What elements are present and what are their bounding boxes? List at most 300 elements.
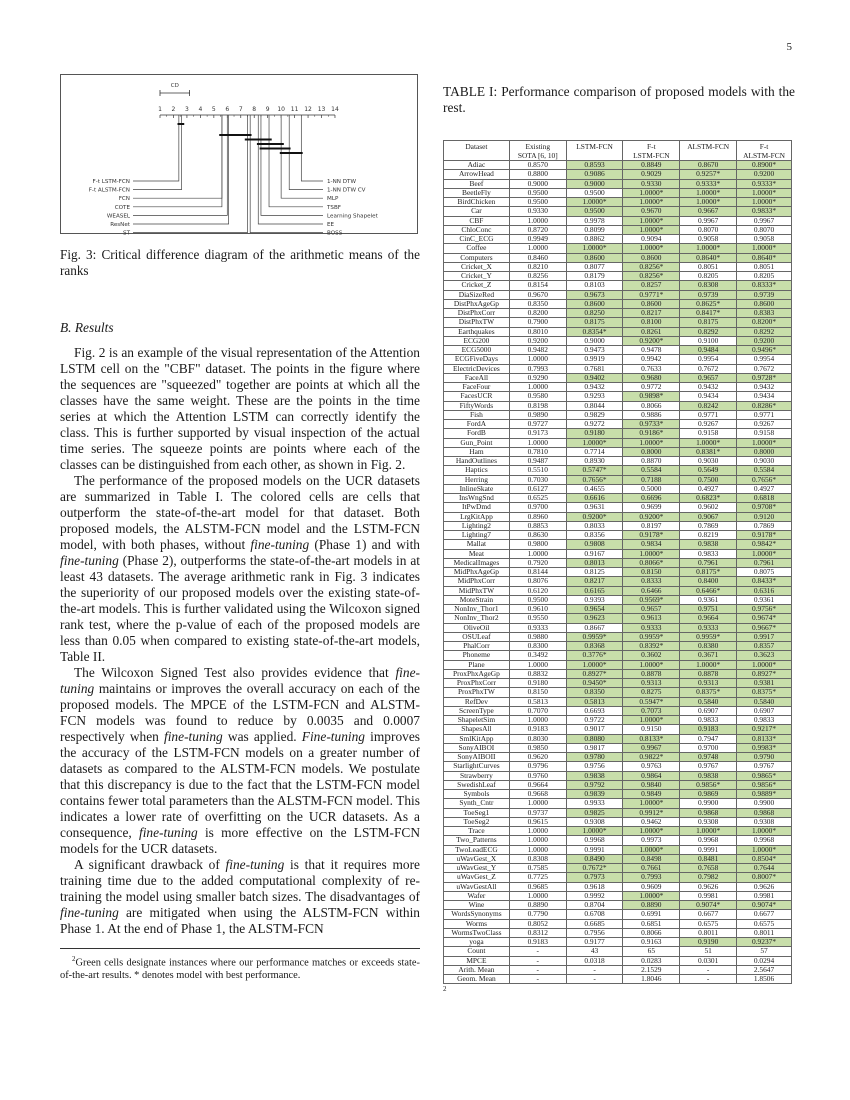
score-cell: 0.9850 — [509, 743, 566, 752]
svg-text:3: 3 — [185, 106, 189, 113]
score-cell: 0.9333* — [680, 179, 737, 188]
score-cell: 0.7993 — [509, 364, 566, 373]
score-cell: 0.9067 — [680, 512, 737, 521]
score-cell: 1.0000* — [680, 198, 737, 207]
svg-text:TSBF: TSBF — [327, 204, 342, 211]
score-cell: 1.0000 — [509, 799, 566, 808]
score-cell: 0.9771 — [680, 410, 737, 419]
score-cell: 0.9217* — [737, 725, 792, 734]
table-row — [444, 642, 792, 651]
score-cell: 0.9700 — [680, 743, 737, 752]
score-cell: 0.8011 — [680, 928, 737, 937]
dataset-name: Fish — [444, 410, 510, 419]
dataset-name: uWavGest_X — [444, 854, 510, 863]
score-cell: 0.9496* — [737, 346, 792, 355]
svg-text:2: 2 — [171, 106, 176, 113]
score-cell: 0.9631 — [566, 503, 623, 512]
score-cell: 1.0000* — [680, 438, 737, 447]
score-cell: - — [566, 965, 623, 974]
score-cell: 0.8033 — [566, 521, 623, 530]
table-row — [444, 660, 792, 669]
dataset-name: Cricket_Y — [444, 272, 510, 281]
svg-text:14: 14 — [331, 106, 339, 113]
paragraph-1: Fig. 2 is an example of the visual representation of the Attention LSTM cell on the "CBF" dataset. The points in the figure where the sequences are "squeezed" together are points at which all the classes have the same weight. These are the points in the time series at which the Attention LSTM can correctly identify the class. This is further supported by visual inspection of the actual time series. The squeeze points are points where each of the classes can be distinguished from each other, as shown in Fig. 2. — [60, 345, 420, 472]
score-cell: 0.7672* — [566, 864, 623, 873]
score-cell: 0.8150 — [509, 688, 566, 697]
score-cell: 0.9200 — [509, 336, 566, 345]
score-cell: 1.0000 — [509, 836, 566, 845]
score-cell: 1.0000* — [623, 660, 680, 669]
score-cell: 0.7920 — [509, 558, 566, 567]
score-cell: 0.9272 — [566, 420, 623, 429]
dataset-name: ECG200 — [444, 336, 510, 345]
score-cell: 0.5840 — [680, 697, 737, 706]
score-cell: 0.9933 — [566, 799, 623, 808]
score-cell: 0.9058 — [680, 235, 737, 244]
svg-text:COTE: COTE — [114, 204, 130, 211]
dataset-name: TwoLeadECG — [444, 845, 510, 854]
score-cell: 0.8100 — [623, 318, 680, 327]
score-cell: 0.9432 — [566, 383, 623, 392]
dataset-name: uWavGest_Y — [444, 864, 510, 873]
dataset-name: Gun_Point — [444, 438, 510, 447]
score-cell: 0.7656* — [737, 475, 792, 484]
score-cell: 0.7961 — [680, 558, 737, 567]
table-row — [444, 327, 792, 336]
score-cell: 0.9618 — [566, 882, 623, 891]
score-cell: 0.9626 — [680, 882, 737, 891]
dataset-name: Coffee — [444, 244, 510, 253]
svg-text:6: 6 — [225, 106, 230, 113]
score-cell: 0.7900 — [509, 318, 566, 327]
score-cell: 0.9942 — [623, 355, 680, 364]
score-cell: 0.9865* — [737, 771, 792, 780]
table-row — [444, 383, 792, 392]
table-row — [444, 799, 792, 808]
score-cell: 0.9833 — [680, 716, 737, 725]
score-cell: 0.8490 — [566, 854, 623, 863]
score-cell: 0.9290 — [509, 373, 566, 382]
score-cell: 0.9739 — [737, 290, 792, 299]
score-cell: 1.0000* — [623, 716, 680, 725]
score-cell: 0.9183 — [680, 725, 737, 734]
score-cell: 0.8013 — [566, 558, 623, 567]
table-row — [444, 207, 792, 216]
score-cell: 0.8600 — [566, 253, 623, 262]
score-cell: 0.9991 — [566, 845, 623, 854]
score-cell: 0.9484 — [680, 346, 737, 355]
score-cell: 0.8197 — [623, 521, 680, 530]
score-cell: 0.9864 — [623, 771, 680, 780]
score-cell: 1.0000* — [566, 198, 623, 207]
score-cell: 0.9670 — [509, 290, 566, 299]
score-cell: - — [680, 965, 737, 974]
score-cell: 1.0000 — [509, 355, 566, 364]
score-cell: 1.0000* — [623, 188, 680, 197]
score-cell: 0.9500 — [509, 188, 566, 197]
score-cell: 0.0318 — [566, 956, 623, 965]
score-cell: 0.8175 — [680, 318, 737, 327]
table-row — [444, 410, 792, 419]
score-cell: 0.0294 — [737, 956, 792, 965]
score-cell: 1.0000* — [737, 827, 792, 836]
score-cell: 0.4927 — [680, 484, 737, 493]
score-cell: 0.9500 — [566, 207, 623, 216]
score-cell: 0.9200 — [737, 336, 792, 345]
dataset-name: ProxPhxCorr — [444, 679, 510, 688]
svg-text:EE: EE — [327, 222, 335, 228]
dataset-name: Symbols — [444, 790, 510, 799]
dataset-name: DistPhxCorr — [444, 309, 510, 318]
score-cell: 0.8175 — [566, 318, 623, 327]
score-cell: 1.0000* — [680, 188, 737, 197]
score-cell: 0.6316 — [737, 586, 792, 595]
score-cell: 1.0000* — [737, 845, 792, 854]
score-cell: 0.8704 — [566, 901, 623, 910]
table-row — [444, 975, 792, 984]
dataset-name: DiaSizeRed — [444, 290, 510, 299]
svg-text:9: 9 — [265, 106, 270, 113]
score-cell: 1.8506 — [737, 975, 792, 984]
table-row — [444, 235, 792, 244]
score-cell: 0.9825 — [566, 808, 623, 817]
score-cell: 0.9728* — [737, 373, 792, 382]
score-cell: 0.9978 — [566, 216, 623, 225]
score-cell: 0.9959* — [566, 632, 623, 641]
score-cell: 0.8600 — [623, 253, 680, 262]
score-cell: 0.6693 — [566, 706, 623, 715]
score-cell: 0.9949 — [509, 235, 566, 244]
score-cell: 0.7956 — [566, 928, 623, 937]
dataset-name: Meat — [444, 549, 510, 558]
score-cell: 0.8400 — [680, 577, 737, 586]
dataset-name: RefDev — [444, 697, 510, 706]
score-cell: 0.8333 — [623, 577, 680, 586]
svg-text:12: 12 — [304, 106, 312, 113]
score-cell: 0.9626 — [737, 882, 792, 891]
score-cell: 0.9580 — [509, 392, 566, 401]
table-row — [444, 364, 792, 373]
score-cell: 0.9739 — [680, 290, 737, 299]
score-cell: 0.5947* — [623, 697, 680, 706]
dataset-name: NonInv_Thor1 — [444, 605, 510, 614]
score-cell: 0.9100 — [680, 336, 737, 345]
score-cell: 0.9842* — [737, 540, 792, 549]
table-row — [444, 614, 792, 623]
score-cell: 0.9183 — [509, 938, 566, 947]
dataset-name: ShapesAll — [444, 725, 510, 734]
score-cell: 0.9838 — [680, 540, 737, 549]
table-row — [444, 170, 792, 179]
score-cell: 0.7681 — [566, 364, 623, 373]
table-row — [444, 679, 792, 688]
score-cell: 0.8175* — [680, 568, 737, 577]
dataset-name: SonyAIBOII — [444, 753, 510, 762]
score-cell: 0.8853 — [509, 521, 566, 530]
score-cell: 0.8066* — [623, 558, 680, 567]
score-cell: 1.0000* — [566, 438, 623, 447]
score-cell: 0.8125 — [566, 568, 623, 577]
score-cell: 0.8080 — [566, 734, 623, 743]
table-row — [444, 891, 792, 900]
score-cell: 0.9569* — [623, 595, 680, 604]
svg-text:F-t LSTM-FCN: F-t LSTM-FCN — [92, 179, 130, 185]
score-cell: 1.0000* — [680, 827, 737, 836]
score-cell: 0.8066 — [623, 401, 680, 410]
score-cell: 0.8210 — [509, 262, 566, 271]
score-cell: 0.7790 — [509, 910, 566, 919]
score-cell: 0.8257 — [623, 281, 680, 290]
table-row — [444, 725, 792, 734]
score-cell: 1.0000* — [623, 198, 680, 207]
score-cell: 0.8720 — [509, 225, 566, 234]
table-row — [444, 429, 792, 438]
dataset-name: SmlKitApp — [444, 734, 510, 743]
score-cell: 0.8200 — [509, 309, 566, 318]
score-cell: 1.0000* — [623, 799, 680, 808]
score-cell: 0.8275 — [623, 688, 680, 697]
dataset-name: ChloConc — [444, 225, 510, 234]
score-cell: 0.9968 — [680, 836, 737, 845]
score-cell: 0.9790 — [737, 753, 792, 762]
score-cell: 0.9330 — [509, 207, 566, 216]
score-cell: 0.9968 — [566, 836, 623, 845]
results-table — [443, 140, 792, 984]
score-cell: 1.0000* — [623, 845, 680, 854]
score-cell: 1.0000* — [737, 198, 792, 207]
svg-text:4: 4 — [198, 106, 203, 113]
score-cell: 0.9868 — [737, 808, 792, 817]
score-cell: 0.8217 — [566, 577, 623, 586]
score-cell: 1.0000* — [623, 216, 680, 225]
dataset-name: MidPhxTW — [444, 586, 510, 595]
dataset-name: ProxPhxTW — [444, 688, 510, 697]
score-cell: 0.8007* — [737, 873, 792, 882]
score-cell: 0.9727 — [509, 420, 566, 429]
score-cell: 0.9886 — [623, 410, 680, 419]
table-row — [444, 549, 792, 558]
dataset-name: ProxPhxAgeGp — [444, 669, 510, 678]
table-row — [444, 808, 792, 817]
score-cell: 0.9478 — [623, 346, 680, 355]
score-cell: 0.8350 — [566, 688, 623, 697]
svg-text:1-NN DTW: 1-NN DTW — [327, 179, 356, 185]
dataset-name: Wafer — [444, 891, 510, 900]
table-row — [444, 216, 792, 225]
score-cell: 0.8179 — [566, 272, 623, 281]
score-cell: 0.9330 — [623, 179, 680, 188]
score-cell: 0.8433* — [737, 577, 792, 586]
score-cell: 0.9780 — [566, 753, 623, 762]
score-cell: 0.9833 — [737, 716, 792, 725]
score-cell: 0.8075 — [737, 568, 792, 577]
score-cell: 0.9700 — [509, 503, 566, 512]
table-row — [444, 494, 792, 503]
score-cell: 0.9473 — [566, 346, 623, 355]
table-row — [444, 540, 792, 549]
score-cell: 0.8099 — [566, 225, 623, 234]
score-cell: 0.8383 — [737, 309, 792, 318]
score-cell: 1.0000* — [566, 660, 623, 669]
score-cell: 0.9664 — [680, 614, 737, 623]
score-cell: 0.5813 — [509, 697, 566, 706]
score-cell: 0.8076 — [509, 577, 566, 586]
column-header: Dataset — [444, 141, 510, 161]
score-cell: 0.9434 — [680, 392, 737, 401]
score-cell: 0.9751 — [680, 605, 737, 614]
score-cell: 51 — [680, 947, 737, 956]
score-cell: 0.9967 — [680, 216, 737, 225]
score-cell: 0.9333 — [623, 623, 680, 632]
score-cell: 0.9856* — [680, 780, 737, 789]
score-cell: 0.9393 — [566, 595, 623, 604]
dataset-name: Computers — [444, 253, 510, 262]
score-cell: 0.9017 — [566, 725, 623, 734]
score-cell: 0.7661 — [623, 864, 680, 873]
score-cell: 0.9654 — [566, 605, 623, 614]
dataset-name: DistPhxAgeGp — [444, 299, 510, 308]
score-cell: 0.9767 — [680, 762, 737, 771]
svg-text:1-NN DTW CV: 1-NN DTW CV — [327, 187, 366, 194]
score-cell: 0.9333* — [737, 179, 792, 188]
right-column — [443, 84, 795, 993]
dataset-name: OSULeaf — [444, 632, 510, 641]
score-cell: 0.8200* — [737, 318, 792, 327]
score-cell: 0.9919 — [566, 355, 623, 364]
score-cell: 0.9615 — [509, 817, 566, 826]
dataset-name: Worms — [444, 919, 510, 928]
score-cell: 2.5647 — [737, 965, 792, 974]
table-row — [444, 521, 792, 530]
score-cell: 0.9620 — [509, 753, 566, 762]
score-cell: 0.8600 — [566, 299, 623, 308]
score-cell: 0.9772 — [623, 383, 680, 392]
score-cell: 0.9058 — [737, 235, 792, 244]
dataset-name: ECGFiveDays — [444, 355, 510, 364]
table-row — [444, 928, 792, 937]
score-cell: 0.8640* — [737, 253, 792, 262]
score-cell: 0.9708* — [737, 503, 792, 512]
score-cell: 0.6525 — [509, 494, 566, 503]
score-cell: 0.9610 — [509, 605, 566, 614]
table-row — [444, 716, 792, 725]
score-cell: 0.5584 — [737, 466, 792, 475]
dataset-name: ElectricDevices — [444, 364, 510, 373]
score-cell: 0.9833 — [680, 549, 737, 558]
table-row — [444, 262, 792, 271]
dataset-name: ItPwDmd — [444, 503, 510, 512]
score-cell: 0.9120 — [737, 512, 792, 521]
score-cell: 0.8052 — [509, 919, 566, 928]
table-row — [444, 882, 792, 891]
score-cell: 1.0000* — [623, 891, 680, 900]
score-cell: 0.9487 — [509, 457, 566, 466]
score-cell: 0.9767 — [737, 762, 792, 771]
table-row — [444, 910, 792, 919]
score-cell: 2.1529 — [623, 965, 680, 974]
score-cell: 0.6120 — [509, 586, 566, 595]
score-cell: 0.9967 — [623, 743, 680, 752]
svg-text:1: 1 — [158, 106, 162, 113]
score-cell: 0.9733* — [623, 420, 680, 429]
dataset-name: Wine — [444, 901, 510, 910]
score-cell: 0.8667 — [566, 623, 623, 632]
score-cell: 0.9737 — [509, 808, 566, 817]
score-cell: 0.9800 — [509, 540, 566, 549]
score-cell: 0.9177 — [566, 938, 623, 947]
score-cell: 0.6466* — [680, 586, 737, 595]
paragraph-3: The Wilcoxon Signed Test also provides evidence that fine-tuning maintains or improves the overall accuracy on each of the proposed models. The MPCE of the LSTM-FCN and ALSTM-FCN models was found to reduce by 0.0035 and 0.0007 respectively when fine-tuning was applied. Fine-tuning improves the accuracy of the LSTM-FCN models on a greater number of datasets as compared to the ALSTM-FCN models. We postulate that this discrepancy is due to the fact that the LSTM-FCN model contains fewer total parameters than the ALSTM-FCN model. This indicates a lower rate of overfitting on the UCR datasets. As a consequence, fine-tuning is more effective on the LSTM-FCN models for the UCR datasets. — [60, 665, 420, 856]
score-cell: 0.3776* — [566, 651, 623, 660]
score-cell: 1.0000* — [737, 660, 792, 669]
table-row — [444, 817, 792, 826]
table-row — [444, 179, 792, 188]
score-cell: 0.5584 — [623, 466, 680, 475]
score-cell: 0.6677 — [680, 910, 737, 919]
score-cell: 0.9890 — [509, 410, 566, 419]
score-cell: 0.8593 — [566, 161, 623, 170]
score-cell: 0.7869 — [737, 521, 792, 530]
score-cell: 0.9838 — [566, 771, 623, 780]
score-cell: 0.8133* — [737, 734, 792, 743]
svg-text:FCN: FCN — [118, 196, 130, 203]
score-cell: - — [680, 975, 737, 984]
score-cell: 0.8051 — [737, 262, 792, 271]
score-cell: 0.6907 — [680, 706, 737, 715]
score-cell: 0.8640* — [680, 253, 737, 262]
table-row — [444, 355, 792, 364]
score-cell: 0.8292 — [737, 327, 792, 336]
dataset-name: FordA — [444, 420, 510, 429]
score-cell: 0.7869 — [680, 521, 737, 530]
table-row — [444, 309, 792, 318]
score-cell: 0.9796 — [509, 762, 566, 771]
score-cell: 0.8356 — [566, 531, 623, 540]
score-cell: 0.9500 — [509, 198, 566, 207]
score-cell: 0.9670 — [623, 207, 680, 216]
score-cell: 0.9333 — [680, 623, 737, 632]
score-cell: 0.7973 — [566, 873, 623, 882]
svg-text:11: 11 — [290, 106, 299, 113]
footnote: $^2$Green cells designate instances where our performance matches or exceeds state-of-the-art results. * denotes model with best performance. — [60, 955, 420, 981]
score-cell: 0.8000 — [737, 447, 792, 456]
table-row — [444, 706, 792, 715]
score-cell: 0.4655 — [566, 484, 623, 493]
score-cell: 0.9333 — [509, 623, 566, 632]
score-cell: 0.9200 — [737, 170, 792, 179]
score-cell: 1.0000* — [566, 827, 623, 836]
score-cell: 1.0000 — [509, 549, 566, 558]
dataset-name: FacesUCR — [444, 392, 510, 401]
dataset-name: ToeSeg1 — [444, 808, 510, 817]
score-cell: 0.8630 — [509, 531, 566, 540]
paragraph-2: The performance of the proposed models on the UCR datasets are summarized in Table I. The colored cells are cells that outperform the state-of-the-art model for that dataset. Both proposed models, the ALSTM-FCN model and the LSTM-FCN model, with both phases, without fine-tuning (Phase 1) and with fine-tuning (Phase 2), outperforms the state-of-the-art models in at least 43 datasets. The average arithmetic rank in Fig. 3 indicates the superiority of our proposed models over the existing state-of-the-art models. This is further validated using the Wilcoxon signed rank test, where the p-value of each of the proposed models are less than 0.05 when compared to existing state-of-the-art models, Table II. — [60, 473, 420, 664]
score-cell: 0.9763 — [623, 762, 680, 771]
score-cell: 0.9432 — [737, 383, 792, 392]
dataset-name: MedicalImages — [444, 558, 510, 567]
score-cell: 0.6907 — [737, 706, 792, 715]
score-cell: 0.8051 — [680, 262, 737, 271]
score-cell: 0.6991 — [623, 910, 680, 919]
score-cell: 0.7030 — [509, 475, 566, 484]
score-cell: 0.8066 — [623, 928, 680, 937]
dataset-name: DistPhxTW — [444, 318, 510, 327]
table-row — [444, 161, 792, 170]
score-cell: 0.9699 — [623, 503, 680, 512]
score-cell: 0.9664 — [509, 780, 566, 789]
dataset-name: Cricket_Z — [444, 281, 510, 290]
dataset-name: SwedishLeaf — [444, 780, 510, 789]
